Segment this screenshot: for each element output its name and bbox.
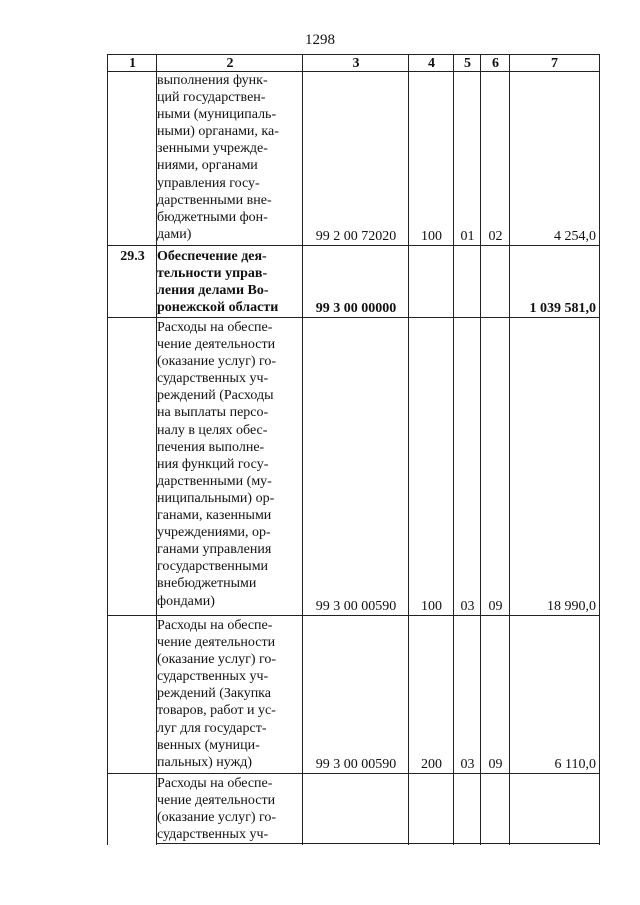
column-header: 6 (492, 56, 499, 71)
subsection-code: 02 (488, 229, 503, 244)
expense-type: 100 (421, 599, 442, 614)
row-description: Расходы на обеспе- чение деятельности (оказание услуг) го- сударственных уч- реждений (Расходы на выплаты персо- налу в целях обес- печения выполне- ния функций госу- дарственными (му- ниципальными) ор- ганами, казенными учреждениями, ор- ганами управления государственными внебюджетными фондами) (157, 320, 277, 609)
column-header: 3 (352, 56, 360, 71)
column-header: 7 (551, 56, 558, 71)
subsection-code: 09 (488, 599, 503, 614)
row-description: Обеспечение дея- тельности управ- ления делами Во- ронежской области (157, 249, 279, 316)
amount: 18 990,0 (547, 599, 596, 614)
column-divider (408, 55, 409, 845)
target-code: 99 3 00 00000 (315, 301, 397, 316)
row-description: Расходы на обеспе- чение деятельности (оказание услуг) го- сударственных уч- реждений (Закупка товаров, работ и ус- луг для государст- венных (муници- пальных) нужд) (157, 618, 277, 770)
column-divider (453, 55, 454, 845)
target-code: 99 2 00 72020 (315, 229, 397, 244)
budget-table (107, 54, 600, 845)
page-number: 1298 (305, 32, 335, 48)
subsection-code: 09 (488, 757, 503, 772)
column-header: 1 (129, 56, 136, 71)
column-divider (480, 55, 481, 845)
column-header: 4 (428, 56, 435, 71)
section-code: 03 (460, 757, 475, 772)
expense-type: 100 (421, 229, 442, 244)
row-divider (108, 245, 599, 246)
column-divider (509, 55, 510, 845)
section-code: 01 (460, 229, 475, 244)
row-description: Расходы на обеспе- чение деятельности (оказание услуг) го- сударственных уч- (157, 776, 277, 843)
row-number: 29.3 (120, 249, 145, 264)
amount: 6 110,0 (554, 757, 596, 772)
section-code: 03 (460, 599, 475, 614)
column-header: 2 (226, 56, 234, 71)
target-code: 99 3 00 00590 (315, 599, 397, 614)
row-divider (108, 317, 599, 318)
row-divider (108, 615, 599, 616)
amount: 4 254,0 (554, 229, 596, 244)
target-code: 99 3 00 00590 (315, 757, 397, 772)
row-divider (108, 773, 599, 774)
expense-type: 200 (421, 757, 442, 772)
row-description: выполнения функ- ций государствен- ными (муниципаль- ными) органами, ка- зенными учрежде- ниями, органами управления госу- дарственными вне- бюджетными фон- дами) (157, 73, 279, 242)
amount: 1 039 581,0 (529, 301, 596, 316)
column-header: 5 (464, 56, 471, 71)
